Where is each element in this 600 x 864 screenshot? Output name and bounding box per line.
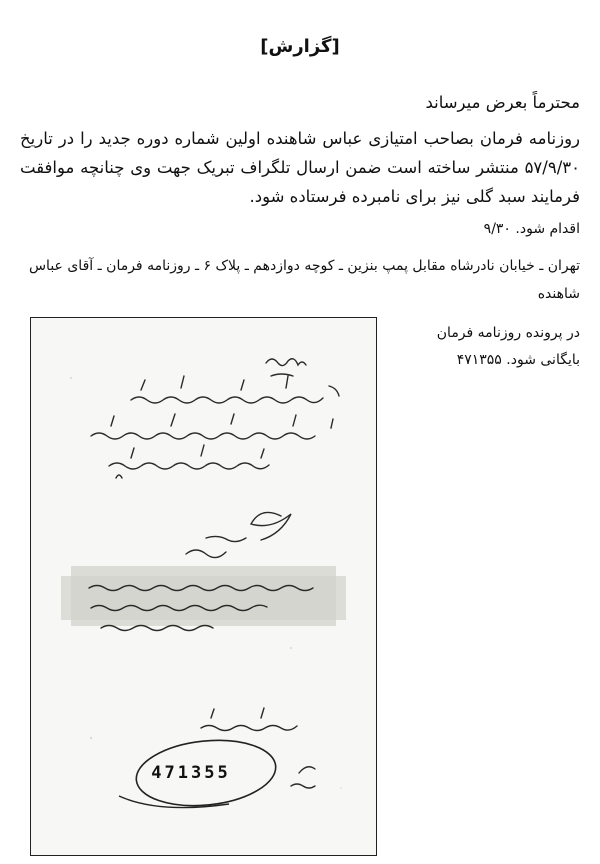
report-paragraph: روزنامه فرمان بصاحب امتیازی عباس شاهنده اولین شماره دوره جدید را در تاریخ ۵۷/۹/۳۰ منتشر ساخته است ضمن ارسال تلگراف تبریک جهت وی چنانچه موافقت فرمایند سبد گلی نیز برای نامبرده فرستاده شود. [20, 129, 580, 206]
stamp-number: 471355 [151, 763, 231, 783]
archive-note [370, 320, 580, 374]
scan-drawing [31, 318, 376, 855]
action-note: اقدام شود. ۹/۳۰ [483, 221, 580, 237]
archive-note-line-1: در پرونده روزنامه فرمان [436, 325, 580, 341]
document-title: [گزارش] [260, 36, 340, 57]
scanned-handwritten-document [30, 317, 377, 856]
address-line: تهران ـ خیابان نادرشاه مقابل پمپ بنزین ـ کوچه دوازدهم ـ پلاک ۶ ـ روزنامه فرمان ـ آقای عباس شاهنده [28, 258, 580, 302]
stamp-underline [119, 796, 229, 808]
archive-note-line-2: بایگانی شود. ۴۷۱۳۵۵ [456, 352, 580, 368]
salutation-line: محترماً بعرض میرساند [425, 93, 580, 112]
